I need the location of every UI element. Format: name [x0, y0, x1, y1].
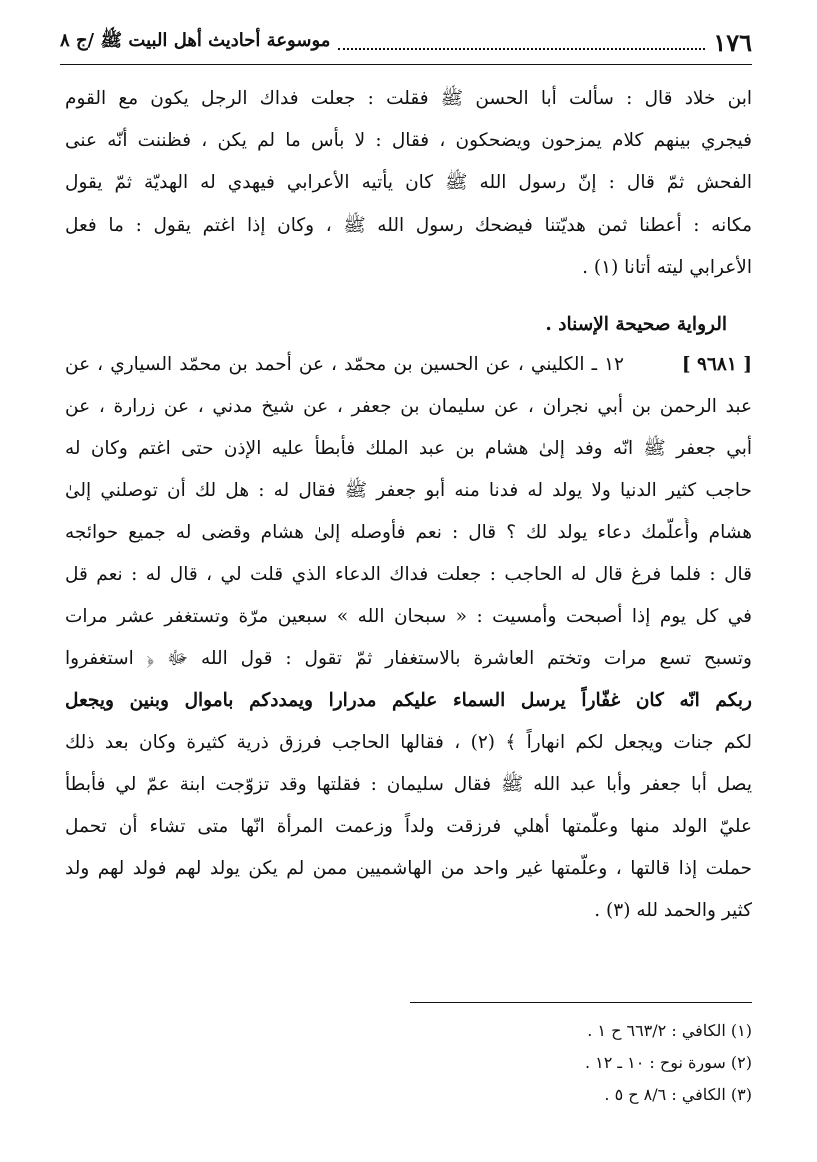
hadith-number: [ ٩٦٨١ ]: [681, 354, 752, 375]
body-line: ابن خلاد قال : سألت أبا الحسن ﷺ فقلت : جعلت فداك الرجل يكون مع القوم: [65, 88, 752, 109]
hadith-first-line: [65, 350, 752, 380]
body-line: فيجري بينهم كلام يمزحون ويضحكون ، فقال : لا بأس ما لم يكن ، فظننت أنّه عنى: [65, 130, 752, 151]
body-line: في كل يوم إذا أصبحت وأمسيت : « سبحان الله » سبعين مرّة وتستغفر عشر مرات: [65, 606, 752, 627]
body-line: لكم جنات ويجعل لكم انهاراً ﴾ (٢) ، فقالها الحاجب فرزق ذرية كثيرة وكان بعد ذلك: [65, 732, 752, 753]
quran-verse-line: ربكم انّه كان غفّاراً يرسل السماء عليكم مدرارا ويمددكم باموال وبنين ويجعل: [65, 690, 752, 711]
footnote: (١) الكافي : ٦٦٣/٢ ح ١ .: [587, 1021, 752, 1040]
body-line: عبد الرحمن بن أبي نجران ، عن سليمان بن جعفر ، عن شيخ مدني ، عن زرارة ، عن: [65, 396, 752, 417]
body-line: يصل أبا جعفر وأبا عبد الله ﷺ فقال سليمان : فقلتها وقد تزوّجت ابنة عمّ لي فأبطأ: [65, 774, 752, 795]
body-line: قال : فلما فرغ قال له الحاجب : جعلت فداك الدعاء الذي قلت لي ، قال له : نعم قل: [65, 564, 752, 585]
dotted-leader: [338, 34, 705, 50]
chain-grade: الرواية صحيحة الإسناد .: [545, 314, 727, 335]
footnote: (٢) سورة نوح : ١٠ ـ ١٢ .: [584, 1053, 752, 1072]
body-line: كثير والحمد لله (٣) .: [594, 900, 752, 921]
body-line: الفحش ثمّ قال : إنّ رسول الله ﷺ كان يأتيه الأعرابي فيهدي له الهديّة ثمّ يقول: [65, 172, 752, 193]
body-line: حاجب كثير الدنيا ولا يولد له فدنا منه أبو جعفر ﷺ فقال له : هل لك أن توصلني إلىٰ: [65, 480, 752, 501]
body-line: أبي جعفر ﷺ انّه وفد إلىٰ هشام بن عبد الملك فأبطأ عليه الإذن حتى اغتم وكان له: [65, 438, 752, 459]
body-line: ١٢ ـ الكليني ، عن الحسين بن محمّد ، عن أحمد بن محمّد السياري ، عن: [65, 354, 624, 375]
body-line: مكانه : أعطنا ثمن هديّتنا فيضحك رسول الله ﷺ ، وكان إذا اغتم يقول : ما فعل: [65, 215, 752, 236]
body-line: عليّ الولد منها وعلّمتها أهلي فرزقت ولداً وزعمت المرأة انّها متى تشاء أن تحمل: [65, 816, 752, 837]
footnote: (٣) الكافي : ٨/٦ ح ٥ .: [604, 1085, 752, 1104]
footnote-divider: [410, 1002, 752, 1003]
running-title: موسوعة أحاديث أهل البيت ﷺ /ج ٨: [60, 30, 331, 51]
page-header: [60, 24, 752, 65]
body-line: هشام وأُعلّمك دعاء يولد لك ؟ قال : نعم فأوصله إلىٰ هشام وقضى له جميع حوائجه: [65, 522, 752, 543]
body-line: الأعرابي ليته أتانا (١) .: [582, 257, 752, 278]
body-line: وتسبح تسع مرات وتختم العاشرة بالاستغفار ثمّ تقول : قول الله ﷻ ﴿ استغفروا: [65, 648, 752, 669]
page-number: ١٧٦: [713, 27, 752, 57]
body-line: حملت إذا قالتها ، وعلّمتها غير واحد من الهاشميين ممن لم يكن يولد لهم فولد لهم ولد: [65, 858, 752, 879]
